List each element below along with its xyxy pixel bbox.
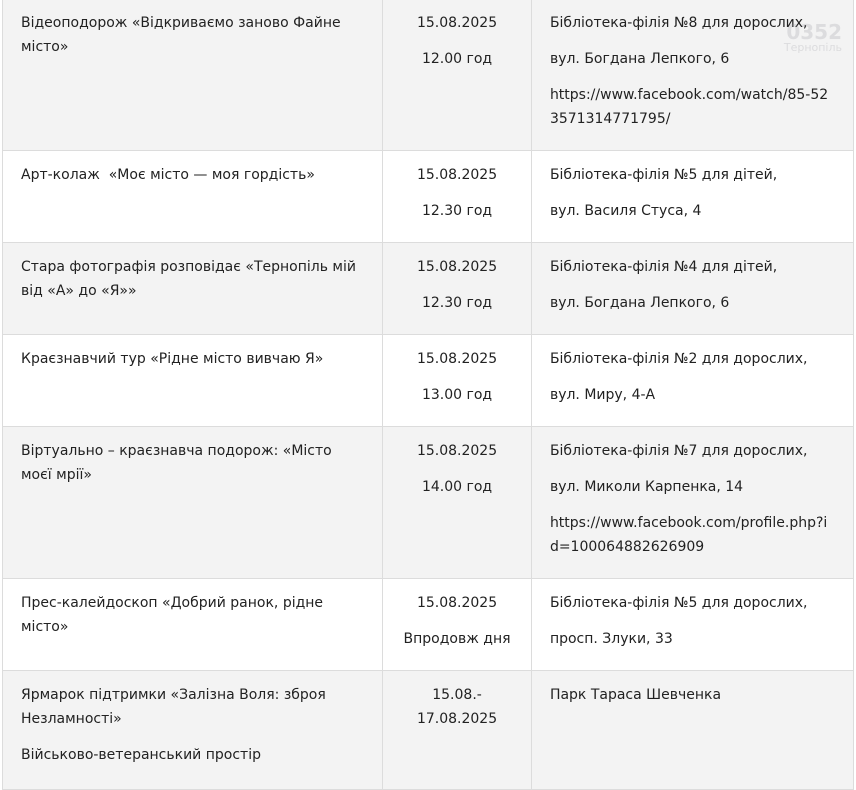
- event-title: Відеоподорож «Відкриваємо заново Файне місто»: [21, 15, 341, 55]
- table-row: [3, 579, 854, 671]
- event-title: Прес-калейдоскоп «Добрий ранок, рідне місто»: [21, 595, 324, 635]
- watermark-city: Тернопіль: [783, 41, 842, 54]
- event-date-end: 17.08.2025: [416, 711, 498, 727]
- table-row: [3, 151, 854, 243]
- event-date: 15.08.2025: [416, 15, 498, 31]
- venue-link[interactable]: https://www.facebook.com/profile.php?id=100064882626909: [549, 515, 828, 555]
- event-time: 13.00 год: [421, 387, 493, 403]
- event-cell: [3, 0, 383, 151]
- event-time: 12.00 год: [421, 51, 493, 67]
- event-date: 15.08.2025: [416, 167, 498, 183]
- event-cell: [3, 579, 383, 671]
- venue-address: просп. Злуки, 33: [549, 631, 673, 647]
- event-cell: [3, 335, 383, 427]
- date-cell: [383, 151, 532, 243]
- table-row: [3, 335, 854, 427]
- table-row: [3, 671, 854, 790]
- event-time: Впродовж дня: [403, 631, 511, 647]
- venue-name: Бібліотека-філія №5 для дорослих,: [549, 595, 808, 611]
- event-cell: [3, 243, 383, 335]
- event-date: 15.08.2025: [416, 595, 498, 611]
- table-row: [3, 0, 854, 151]
- place-cell: [531, 671, 853, 790]
- venue-name: Бібліотека-філія №8 для дорослих,: [549, 15, 808, 31]
- date-cell: [383, 579, 532, 671]
- venue-name: Бібліотека-філія №2 для дорослих,: [549, 351, 808, 367]
- events-table: [2, 0, 854, 790]
- date-cell: [383, 335, 532, 427]
- table-row: [3, 243, 854, 335]
- place-cell: [531, 151, 853, 243]
- event-title: Арт-колаж «Моє місто — моя гордість»: [21, 167, 315, 183]
- place-cell: [531, 335, 853, 427]
- venue-name: Бібліотека-філія №5 для дітей,: [549, 167, 778, 183]
- watermark-logo: 0352: [786, 20, 842, 44]
- venue-address: вул. Богдана Лепкого, 6: [549, 295, 730, 311]
- event-title: Краєзнавчий тур «Рідне місто вивчаю Я»: [21, 351, 324, 367]
- date-cell: [383, 243, 532, 335]
- venue-address: вул. Миколи Карпенка, 14: [549, 479, 744, 495]
- venue-address: вул. Миру, 4-А: [549, 387, 656, 403]
- event-cell: [3, 427, 383, 579]
- place-cell: [531, 243, 853, 335]
- date-cell: [383, 427, 532, 579]
- event-date: 15.08.2025: [416, 351, 498, 367]
- venue-name: Парк Тараса Шевченка: [549, 687, 722, 703]
- place-cell: [531, 427, 853, 579]
- event-date: 15.08.-: [432, 687, 482, 703]
- date-cell: [383, 671, 532, 790]
- event-time: 14.00 год: [421, 479, 493, 495]
- event-subtitle: Військово-ветеранський простір: [21, 747, 261, 763]
- date-cell: [383, 0, 532, 151]
- venue-address: вул. Богдана Лепкого, 6: [549, 51, 730, 67]
- venue-address: вул. Василя Стуса, 4: [549, 203, 702, 219]
- table-row: [3, 427, 854, 579]
- event-time: 12.30 год: [421, 295, 493, 311]
- event-time: 12.30 год: [421, 203, 493, 219]
- event-cell: [3, 671, 383, 790]
- event-title: Ярмарок підтримки «Залізна Воля: зброя Незламності»: [21, 687, 326, 727]
- event-date: 15.08.2025: [416, 259, 498, 275]
- place-cell: [531, 579, 853, 671]
- venue-link[interactable]: https://www.facebook.com/watch/85-523571314771795/: [549, 87, 829, 127]
- venue-name: Бібліотека-філія №4 для дітей,: [549, 259, 778, 275]
- event-title: Віртуально – краєзнавча подорож: «Місто моєї мрії»: [21, 443, 332, 483]
- event-date: 15.08.2025: [416, 443, 498, 459]
- event-title: Стара фотографія розповідає «Тернопіль мій від «А» до «Я»»: [21, 259, 356, 299]
- venue-name: Бібліотека-філія №7 для дорослих,: [549, 443, 808, 459]
- event-cell: [3, 151, 383, 243]
- place-cell: [531, 0, 853, 151]
